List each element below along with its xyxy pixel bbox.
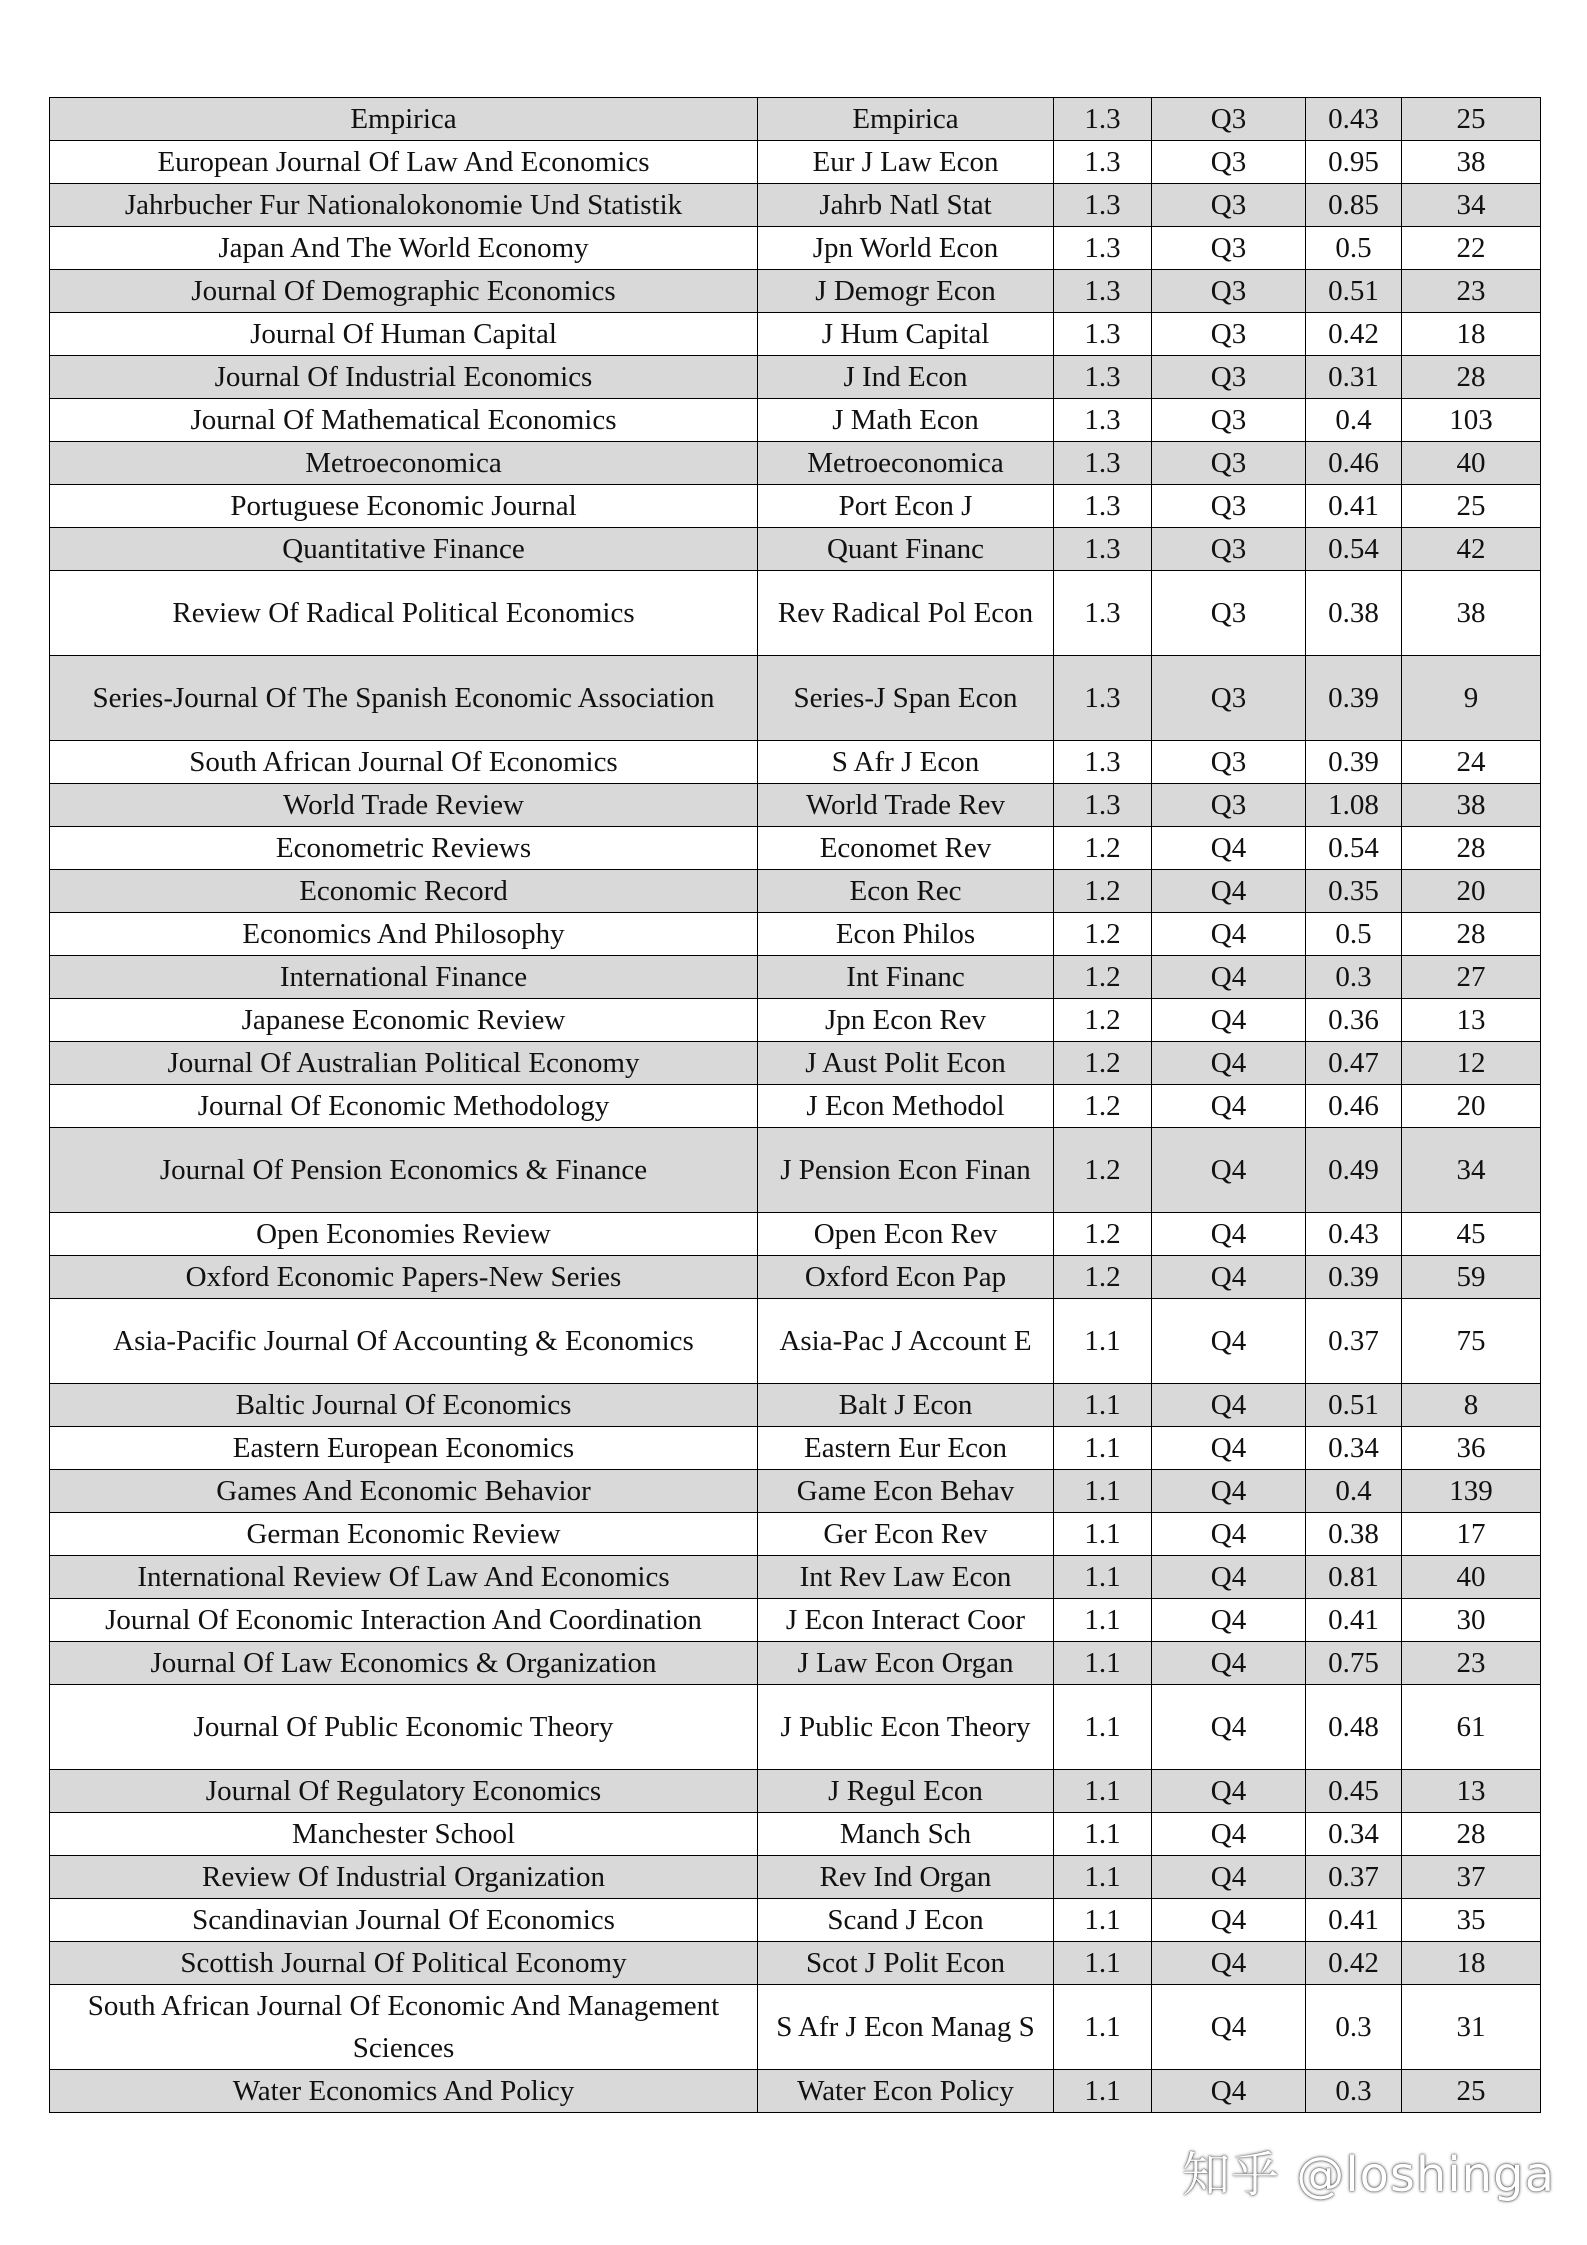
impact-factor-cell: 1.2 — [1054, 999, 1152, 1042]
table-row — [50, 1599, 1541, 1642]
journal-name-cell: Econometric Reviews — [50, 827, 758, 870]
count-cell: 28 — [1402, 1813, 1541, 1856]
table-row — [50, 913, 1541, 956]
score-cell: 0.35 — [1306, 870, 1402, 913]
count-cell: 9 — [1402, 656, 1541, 741]
journal-abbreviation-cell: Int Rev Law Econ — [758, 1556, 1054, 1599]
score-cell: 0.45 — [1306, 1770, 1402, 1813]
table-row — [50, 1642, 1541, 1685]
journal-abbreviation-cell: Eastern Eur Econ — [758, 1427, 1054, 1470]
journal-name-cell: Scandinavian Journal Of Economics — [50, 1899, 758, 1942]
impact-factor-cell: 1.3 — [1054, 184, 1152, 227]
count-cell: 8 — [1402, 1384, 1541, 1427]
score-cell: 0.3 — [1306, 2070, 1402, 2113]
quartile-cell: Q4 — [1152, 999, 1306, 1042]
journal-name-cell: Open Economies Review — [50, 1213, 758, 1256]
impact-factor-cell: 1.2 — [1054, 1128, 1152, 1213]
journal-table-body — [50, 98, 1541, 2113]
count-cell: 28 — [1402, 913, 1541, 956]
quartile-cell: Q3 — [1152, 356, 1306, 399]
journal-name-cell: Journal Of Law Economics & Organization — [50, 1642, 758, 1685]
table-row — [50, 270, 1541, 313]
table-row — [50, 313, 1541, 356]
journal-abbreviation-cell: J Math Econ — [758, 399, 1054, 442]
impact-factor-cell: 1.3 — [1054, 784, 1152, 827]
count-cell: 37 — [1402, 1856, 1541, 1899]
journal-abbreviation-cell: J Aust Polit Econ — [758, 1042, 1054, 1085]
quartile-cell: Q4 — [1152, 1042, 1306, 1085]
journal-abbreviation-cell: Eur J Law Econ — [758, 141, 1054, 184]
impact-factor-cell: 1.1 — [1054, 1985, 1152, 2070]
journal-abbreviation-cell: J Hum Capital — [758, 313, 1054, 356]
impact-factor-cell: 1.3 — [1054, 356, 1152, 399]
quartile-cell: Q3 — [1152, 184, 1306, 227]
journal-name-cell: Journal Of Economic Interaction And Coordination — [50, 1599, 758, 1642]
quartile-cell: Q4 — [1152, 827, 1306, 870]
count-cell: 20 — [1402, 1085, 1541, 1128]
count-cell: 27 — [1402, 956, 1541, 999]
journal-abbreviation-cell: J Regul Econ — [758, 1770, 1054, 1813]
count-cell: 25 — [1402, 485, 1541, 528]
table-row — [50, 2070, 1541, 2113]
quartile-cell: Q3 — [1152, 485, 1306, 528]
journal-name-cell: Journal Of Mathematical Economics — [50, 399, 758, 442]
score-cell: 0.81 — [1306, 1556, 1402, 1599]
impact-factor-cell: 1.3 — [1054, 141, 1152, 184]
count-cell: 61 — [1402, 1685, 1541, 1770]
impact-factor-cell: 1.1 — [1054, 1470, 1152, 1513]
impact-factor-cell: 1.2 — [1054, 913, 1152, 956]
count-cell: 22 — [1402, 227, 1541, 270]
quartile-cell: Q4 — [1152, 1770, 1306, 1813]
journal-name-cell: Portuguese Economic Journal — [50, 485, 758, 528]
table-row — [50, 227, 1541, 270]
score-cell: 0.34 — [1306, 1813, 1402, 1856]
journal-abbreviation-cell: Balt J Econ — [758, 1384, 1054, 1427]
count-cell: 59 — [1402, 1256, 1541, 1299]
quartile-cell: Q4 — [1152, 1985, 1306, 2070]
count-cell: 38 — [1402, 141, 1541, 184]
quartile-cell: Q4 — [1152, 1085, 1306, 1128]
journal-name-cell: Journal Of Public Economic Theory — [50, 1685, 758, 1770]
table-row — [50, 1427, 1541, 1470]
quartile-cell: Q3 — [1152, 141, 1306, 184]
count-cell: 40 — [1402, 442, 1541, 485]
journal-abbreviation-cell: Scot J Polit Econ — [758, 1942, 1054, 1985]
table-row — [50, 1513, 1541, 1556]
table-row — [50, 1299, 1541, 1384]
journal-abbreviation-cell: Jahrb Natl Stat — [758, 184, 1054, 227]
quartile-cell: Q3 — [1152, 399, 1306, 442]
journal-name-cell: Quantitative Finance — [50, 528, 758, 571]
score-cell: 0.5 — [1306, 913, 1402, 956]
journal-abbreviation-cell: World Trade Rev — [758, 784, 1054, 827]
table-row — [50, 399, 1541, 442]
journal-abbreviation-cell: Series-J Span Econ — [758, 656, 1054, 741]
table-row — [50, 1770, 1541, 1813]
table-row — [50, 1985, 1541, 2070]
quartile-cell: Q4 — [1152, 1899, 1306, 1942]
quartile-cell: Q4 — [1152, 1642, 1306, 1685]
count-cell: 45 — [1402, 1213, 1541, 1256]
journal-abbreviation-cell: Jpn World Econ — [758, 227, 1054, 270]
impact-factor-cell: 1.3 — [1054, 399, 1152, 442]
score-cell: 0.36 — [1306, 999, 1402, 1042]
count-cell: 18 — [1402, 313, 1541, 356]
journal-name-cell: Journal Of Demographic Economics — [50, 270, 758, 313]
quartile-cell: Q4 — [1152, 1942, 1306, 1985]
journal-abbreviation-cell: Rev Radical Pol Econ — [758, 571, 1054, 656]
score-cell: 0.51 — [1306, 1384, 1402, 1427]
journal-name-cell: Japan And The World Economy — [50, 227, 758, 270]
impact-factor-cell: 1.3 — [1054, 741, 1152, 784]
journal-name-cell: Eastern European Economics — [50, 1427, 758, 1470]
table-row — [50, 1384, 1541, 1427]
table-row — [50, 784, 1541, 827]
journal-abbreviation-cell: Metroeconomica — [758, 442, 1054, 485]
score-cell: 0.39 — [1306, 741, 1402, 784]
count-cell: 28 — [1402, 356, 1541, 399]
count-cell: 18 — [1402, 1942, 1541, 1985]
journal-name-cell: South African Journal Of Economics — [50, 741, 758, 784]
journal-name-cell: Metroeconomica — [50, 442, 758, 485]
impact-factor-cell: 1.3 — [1054, 227, 1152, 270]
quartile-cell: Q4 — [1152, 1427, 1306, 1470]
journal-name-cell: International Review Of Law And Economics — [50, 1556, 758, 1599]
count-cell: 38 — [1402, 784, 1541, 827]
impact-factor-cell: 1.1 — [1054, 1299, 1152, 1384]
impact-factor-cell: 1.1 — [1054, 1942, 1152, 1985]
journal-abbreviation-cell: S Afr J Econ — [758, 741, 1054, 784]
table-row — [50, 741, 1541, 784]
count-cell: 35 — [1402, 1899, 1541, 1942]
quartile-cell: Q3 — [1152, 270, 1306, 313]
journal-name-cell: Asia-Pacific Journal Of Accounting & Economics — [50, 1299, 758, 1384]
table-row — [50, 1128, 1541, 1213]
quartile-cell: Q4 — [1152, 1470, 1306, 1513]
impact-factor-cell: 1.1 — [1054, 1427, 1152, 1470]
impact-factor-cell: 1.1 — [1054, 1770, 1152, 1813]
quartile-cell: Q3 — [1152, 313, 1306, 356]
impact-factor-cell: 1.3 — [1054, 485, 1152, 528]
quartile-cell: Q4 — [1152, 1213, 1306, 1256]
quartile-cell: Q3 — [1152, 741, 1306, 784]
journal-abbreviation-cell: Int Financ — [758, 956, 1054, 999]
score-cell: 0.85 — [1306, 184, 1402, 227]
score-cell: 0.46 — [1306, 1085, 1402, 1128]
table-row — [50, 442, 1541, 485]
count-cell: 42 — [1402, 528, 1541, 571]
count-cell: 38 — [1402, 571, 1541, 656]
score-cell: 0.41 — [1306, 1899, 1402, 1942]
quartile-cell: Q4 — [1152, 1685, 1306, 1770]
journal-name-cell: Review Of Industrial Organization — [50, 1856, 758, 1899]
journal-abbreviation-cell: J Ind Econ — [758, 356, 1054, 399]
journal-abbreviation-cell: Economet Rev — [758, 827, 1054, 870]
quartile-cell: Q4 — [1152, 1299, 1306, 1384]
table-row — [50, 1813, 1541, 1856]
journal-abbreviation-cell: J Public Econ Theory — [758, 1685, 1054, 1770]
score-cell: 0.39 — [1306, 656, 1402, 741]
score-cell: 0.42 — [1306, 1942, 1402, 1985]
impact-factor-cell: 1.3 — [1054, 98, 1152, 141]
journal-abbreviation-cell: J Law Econ Organ — [758, 1642, 1054, 1685]
count-cell: 30 — [1402, 1599, 1541, 1642]
journal-abbreviation-cell: Manch Sch — [758, 1813, 1054, 1856]
journal-name-cell: Journal Of Regulatory Economics — [50, 1770, 758, 1813]
journal-name-cell: Series-Journal Of The Spanish Economic Association — [50, 656, 758, 741]
impact-factor-cell: 1.1 — [1054, 1899, 1152, 1942]
journal-name-cell: International Finance — [50, 956, 758, 999]
impact-factor-cell: 1.2 — [1054, 1085, 1152, 1128]
journal-abbreviation-cell: J Econ Methodol — [758, 1085, 1054, 1128]
score-cell: 0.48 — [1306, 1685, 1402, 1770]
count-cell: 28 — [1402, 827, 1541, 870]
table-row — [50, 956, 1541, 999]
score-cell: 0.42 — [1306, 313, 1402, 356]
watermark-text: 知乎 @loshinga — [1181, 2147, 1555, 2203]
score-cell: 0.38 — [1306, 571, 1402, 656]
impact-factor-cell: 1.2 — [1054, 827, 1152, 870]
count-cell: 40 — [1402, 1556, 1541, 1599]
quartile-cell: Q4 — [1152, 870, 1306, 913]
score-cell: 0.75 — [1306, 1642, 1402, 1685]
journal-abbreviation-cell: Ger Econ Rev — [758, 1513, 1054, 1556]
impact-factor-cell: 1.1 — [1054, 1685, 1152, 1770]
score-cell: 0.46 — [1306, 442, 1402, 485]
quartile-cell: Q3 — [1152, 571, 1306, 656]
journal-name-cell: Jahrbucher Fur Nationalokonomie Und Statistik — [50, 184, 758, 227]
table-row — [50, 98, 1541, 141]
impact-factor-cell: 1.1 — [1054, 1513, 1152, 1556]
table-row — [50, 827, 1541, 870]
quartile-cell: Q4 — [1152, 1599, 1306, 1642]
table-row — [50, 571, 1541, 656]
quartile-cell: Q4 — [1152, 956, 1306, 999]
journal-abbreviation-cell: Scand J Econ — [758, 1899, 1054, 1942]
impact-factor-cell: 1.3 — [1054, 442, 1152, 485]
journal-abbreviation-cell: Econ Rec — [758, 870, 1054, 913]
count-cell: 139 — [1402, 1470, 1541, 1513]
journal-name-cell: Journal Of Human Capital — [50, 313, 758, 356]
table-row — [50, 1085, 1541, 1128]
score-cell: 0.3 — [1306, 956, 1402, 999]
impact-factor-cell: 1.2 — [1054, 870, 1152, 913]
journal-abbreviation-cell: Oxford Econ Pap — [758, 1256, 1054, 1299]
journal-abbreviation-cell: Quant Financ — [758, 528, 1054, 571]
score-cell: 0.43 — [1306, 98, 1402, 141]
count-cell: 34 — [1402, 1128, 1541, 1213]
score-cell: 0.54 — [1306, 528, 1402, 571]
score-cell: 0.38 — [1306, 1513, 1402, 1556]
impact-factor-cell: 1.2 — [1054, 1042, 1152, 1085]
count-cell: 24 — [1402, 741, 1541, 784]
journal-abbreviation-cell: Jpn Econ Rev — [758, 999, 1054, 1042]
journal-abbreviation-cell: Port Econ J — [758, 485, 1054, 528]
score-cell: 0.95 — [1306, 141, 1402, 184]
score-cell: 0.49 — [1306, 1128, 1402, 1213]
journal-name-cell: Economic Record — [50, 870, 758, 913]
quartile-cell: Q3 — [1152, 98, 1306, 141]
journal-name-cell: Baltic Journal Of Economics — [50, 1384, 758, 1427]
score-cell: 0.34 — [1306, 1427, 1402, 1470]
count-cell: 25 — [1402, 2070, 1541, 2113]
table-row — [50, 870, 1541, 913]
score-cell: 1.08 — [1306, 784, 1402, 827]
count-cell: 103 — [1402, 399, 1541, 442]
journal-abbreviation-cell: S Afr J Econ Manag S — [758, 1985, 1054, 2070]
journal-abbreviation-cell: J Pension Econ Finan — [758, 1128, 1054, 1213]
count-cell: 20 — [1402, 870, 1541, 913]
journal-name-cell: Scottish Journal Of Political Economy — [50, 1942, 758, 1985]
journal-name-cell: Review Of Radical Political Economics — [50, 571, 758, 656]
journal-name-cell: European Journal Of Law And Economics — [50, 141, 758, 184]
table-row — [50, 184, 1541, 227]
impact-factor-cell: 1.1 — [1054, 1556, 1152, 1599]
quartile-cell: Q4 — [1152, 1384, 1306, 1427]
journal-name-cell: Japanese Economic Review — [50, 999, 758, 1042]
quartile-cell: Q4 — [1152, 1813, 1306, 1856]
count-cell: 31 — [1402, 1985, 1541, 2070]
journal-name-cell: Journal Of Industrial Economics — [50, 356, 758, 399]
journal-abbreviation-cell: J Econ Interact Coor — [758, 1599, 1054, 1642]
journal-name-cell: Water Economics And Policy — [50, 2070, 758, 2113]
impact-factor-cell: 1.3 — [1054, 656, 1152, 741]
score-cell: 0.54 — [1306, 827, 1402, 870]
table-row — [50, 485, 1541, 528]
quartile-cell: Q4 — [1152, 1513, 1306, 1556]
score-cell: 0.4 — [1306, 399, 1402, 442]
journal-abbreviation-cell: Open Econ Rev — [758, 1213, 1054, 1256]
score-cell: 0.41 — [1306, 1599, 1402, 1642]
quartile-cell: Q3 — [1152, 656, 1306, 741]
score-cell: 0.43 — [1306, 1213, 1402, 1256]
quartile-cell: Q3 — [1152, 227, 1306, 270]
count-cell: 12 — [1402, 1042, 1541, 1085]
table-row — [50, 1899, 1541, 1942]
impact-factor-cell: 1.1 — [1054, 1813, 1152, 1856]
count-cell: 23 — [1402, 1642, 1541, 1685]
impact-factor-cell: 1.1 — [1054, 1856, 1152, 1899]
score-cell: 0.47 — [1306, 1042, 1402, 1085]
quartile-cell: Q3 — [1152, 784, 1306, 827]
impact-factor-cell: 1.3 — [1054, 528, 1152, 571]
quartile-cell: Q3 — [1152, 442, 1306, 485]
count-cell: 25 — [1402, 98, 1541, 141]
count-cell: 13 — [1402, 999, 1541, 1042]
score-cell: 0.31 — [1306, 356, 1402, 399]
table-row — [50, 1256, 1541, 1299]
quartile-cell: Q4 — [1152, 1256, 1306, 1299]
impact-factor-cell: 1.1 — [1054, 1642, 1152, 1685]
impact-factor-cell: 1.2 — [1054, 1213, 1152, 1256]
journal-abbreviation-cell: Water Econ Policy — [758, 2070, 1054, 2113]
table-row — [50, 1470, 1541, 1513]
impact-factor-cell: 1.1 — [1054, 1384, 1152, 1427]
score-cell: 0.41 — [1306, 485, 1402, 528]
table-row — [50, 1556, 1541, 1599]
table-row — [50, 141, 1541, 184]
impact-factor-cell: 1.2 — [1054, 1256, 1152, 1299]
impact-factor-cell: 1.3 — [1054, 270, 1152, 313]
journal-name-cell: German Economic Review — [50, 1513, 758, 1556]
table-row — [50, 356, 1541, 399]
count-cell: 13 — [1402, 1770, 1541, 1813]
journal-name-cell: Journal Of Pension Economics & Finance — [50, 1128, 758, 1213]
journal-abbreviation-cell: Empirica — [758, 98, 1054, 141]
journal-abbreviation-cell: J Demogr Econ — [758, 270, 1054, 313]
journal-name-cell: Journal Of Australian Political Economy — [50, 1042, 758, 1085]
score-cell: 0.51 — [1306, 270, 1402, 313]
impact-factor-cell: 1.3 — [1054, 313, 1152, 356]
score-cell: 0.3 — [1306, 1985, 1402, 2070]
journal-abbreviation-cell: Game Econ Behav — [758, 1470, 1054, 1513]
count-cell: 23 — [1402, 270, 1541, 313]
table-row — [50, 656, 1541, 741]
journal-abbreviation-cell: Rev Ind Organ — [758, 1856, 1054, 1899]
journal-name-cell: Manchester School — [50, 1813, 758, 1856]
score-cell: 0.39 — [1306, 1256, 1402, 1299]
journal-name-cell: South African Journal Of Economic And Management Sciences — [50, 1985, 758, 2070]
score-cell: 0.5 — [1306, 227, 1402, 270]
count-cell: 75 — [1402, 1299, 1541, 1384]
quartile-cell: Q3 — [1152, 528, 1306, 571]
quartile-cell: Q4 — [1152, 2070, 1306, 2113]
table-row — [50, 1856, 1541, 1899]
count-cell: 36 — [1402, 1427, 1541, 1470]
table-row — [50, 528, 1541, 571]
score-cell: 0.4 — [1306, 1470, 1402, 1513]
table-row — [50, 1685, 1541, 1770]
quartile-cell: Q4 — [1152, 1856, 1306, 1899]
journal-name-cell: Games And Economic Behavior — [50, 1470, 758, 1513]
table-row — [50, 1942, 1541, 1985]
score-cell: 0.37 — [1306, 1299, 1402, 1384]
impact-factor-cell: 1.1 — [1054, 1599, 1152, 1642]
journal-name-cell: Empirica — [50, 98, 758, 141]
table-row — [50, 1042, 1541, 1085]
journal-abbreviation-cell: Econ Philos — [758, 913, 1054, 956]
count-cell: 34 — [1402, 184, 1541, 227]
journal-table — [49, 97, 1541, 2113]
count-cell: 17 — [1402, 1513, 1541, 1556]
quartile-cell: Q4 — [1152, 913, 1306, 956]
quartile-cell: Q4 — [1152, 1128, 1306, 1213]
impact-factor-cell: 1.2 — [1054, 956, 1152, 999]
journal-abbreviation-cell: Asia-Pac J Account E — [758, 1299, 1054, 1384]
impact-factor-cell: 1.3 — [1054, 571, 1152, 656]
table-row — [50, 999, 1541, 1042]
impact-factor-cell: 1.1 — [1054, 2070, 1152, 2113]
journal-name-cell: Economics And Philosophy — [50, 913, 758, 956]
score-cell: 0.37 — [1306, 1856, 1402, 1899]
quartile-cell: Q4 — [1152, 1556, 1306, 1599]
journal-name-cell: Oxford Economic Papers-New Series — [50, 1256, 758, 1299]
journal-name-cell: Journal Of Economic Methodology — [50, 1085, 758, 1128]
journal-name-cell: World Trade Review — [50, 784, 758, 827]
table-row — [50, 1213, 1541, 1256]
